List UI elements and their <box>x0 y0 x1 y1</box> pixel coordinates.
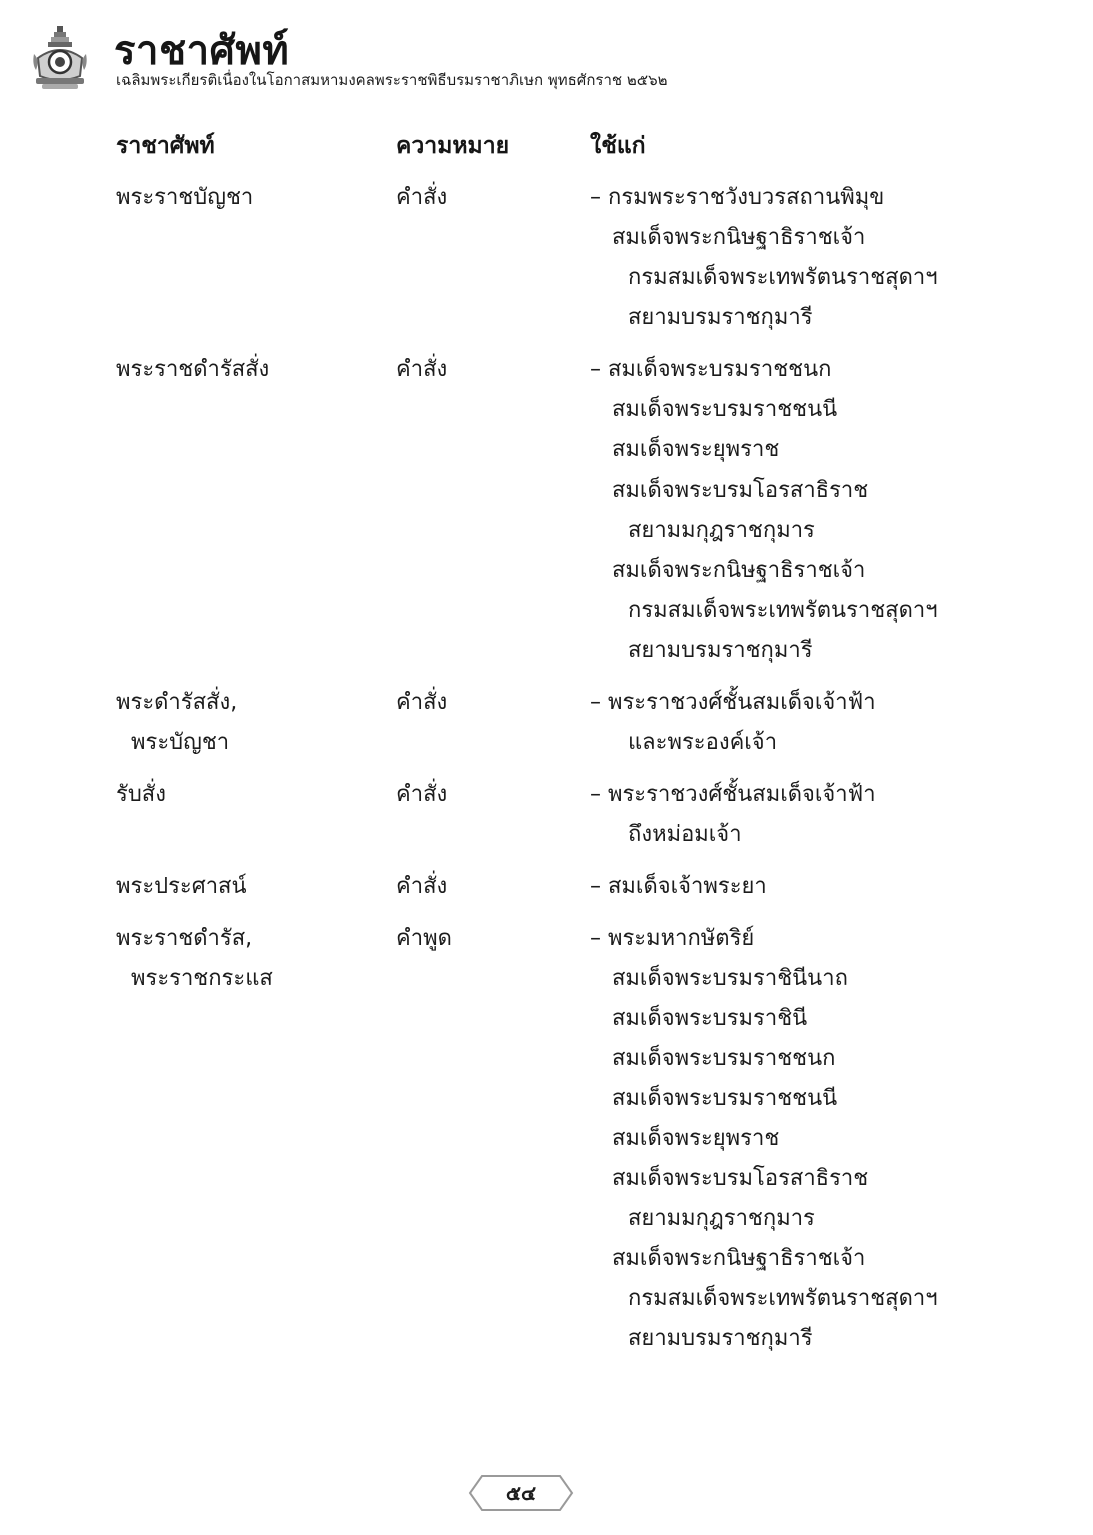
used-for-text: กรมสมเด็จพระเทพรัตนราชสุดาฯ <box>628 1286 938 1311</box>
used-for-text: ถึงหม่อมเจ้า <box>628 822 742 847</box>
page-header <box>30 24 1070 98</box>
used-for-text: สยามบรมราชกุมารี <box>628 1326 813 1351</box>
column-header-used-for: ใช้แก่ <box>590 133 646 159</box>
term-text: พระดำรัสสั่ง, <box>116 690 238 715</box>
used-for-text: สยามมกุฎราชกุมาร <box>628 518 815 543</box>
page-number-badge <box>468 1474 574 1512</box>
used-for-text: และพระองค์เจ้า <box>628 730 778 755</box>
column-header-term: ราชาศัพท์ <box>116 133 215 159</box>
used-for-text: สมเด็จพระบรมโอรสาธิราช <box>612 478 869 503</box>
term-text: พระราชดำรัสสั่ง <box>116 357 270 382</box>
used-for-text: – พระราชวงศ์ชั้นสมเด็จเจ้าฟ้า <box>590 690 876 715</box>
document-title: ราชาศัพท์ <box>114 27 290 74</box>
used-for-text: สยามบรมราชกุมารี <box>628 305 813 330</box>
page-number: ๕๔ <box>505 1481 537 1505</box>
used-for-text: สมเด็จพระบรมราชชนนี <box>612 397 838 422</box>
used-for-text: – สมเด็จเจ้าพระยา <box>590 874 767 899</box>
meaning-text: คำสั่ง <box>396 782 448 807</box>
term-text: พระบัญชา <box>131 730 230 755</box>
used-for-text: สมเด็จพระกนิษฐาธิราชเจ้า <box>612 1246 866 1271</box>
used-for-text: กรมสมเด็จพระเทพรัตนราชสุดาฯ <box>628 598 938 623</box>
used-for-text: กรมสมเด็จพระเทพรัตนราชสุดาฯ <box>628 265 938 290</box>
used-for-text: สมเด็จพระบรมราชชนนี <box>612 1086 838 1111</box>
used-for-text: สมเด็จพระบรมราชชนก <box>612 1046 836 1071</box>
used-for-text: – สมเด็จพระบรมราชชนก <box>590 357 832 382</box>
used-for-text: สมเด็จพระบรมโอรสาธิราช <box>612 1166 869 1191</box>
used-for-text: สมเด็จพระบรมราชินีนาถ <box>612 966 848 991</box>
royal-emblem-icon <box>30 24 90 90</box>
term-text: พระราชกระแส <box>131 966 273 991</box>
term-text: พระราชบัญชา <box>116 185 254 210</box>
used-for-text: – พระราชวงศ์ชั้นสมเด็จเจ้าฟ้า <box>590 782 876 807</box>
term-text: พระประศาสน์ <box>116 874 247 899</box>
used-for-text: สมเด็จพระกนิษฐาธิราชเจ้า <box>612 558 866 583</box>
used-for-text: สมเด็จพระยุพราช <box>612 1126 780 1151</box>
used-for-text: สมเด็จพระยุพราช <box>612 437 780 462</box>
used-for-text: – กรมพระราชวังบวรสถานพิมุข <box>590 185 885 210</box>
used-for-text: – พระมหากษัตริย์ <box>590 926 755 951</box>
used-for-text: สยามบรมราชกุมารี <box>628 638 813 663</box>
term-text: รับสั่ง <box>116 782 166 807</box>
meaning-text: คำสั่ง <box>396 690 448 715</box>
used-for-text: สมเด็จพระกนิษฐาธิราชเจ้า <box>612 225 866 250</box>
term-text: พระราชดำรัส, <box>116 926 253 951</box>
meaning-text: คำสั่ง <box>396 874 448 899</box>
used-for-text: สมเด็จพระบรมราชินี <box>612 1006 808 1031</box>
document-subtitle: เฉลิมพระเกียรติเนื่องในโอกาสมหามงคลพระราชพิธีบรมราชาภิเษก พุทธศักราช ๒๕๖๒ <box>116 71 668 89</box>
column-header-meaning: ความหมาย <box>396 133 510 159</box>
used-for-text: สยามมกุฎราชกุมาร <box>628 1206 815 1231</box>
meaning-text: คำพูด <box>396 926 452 951</box>
meaning-text: คำสั่ง <box>396 357 448 382</box>
meaning-text: คำสั่ง <box>396 185 448 210</box>
